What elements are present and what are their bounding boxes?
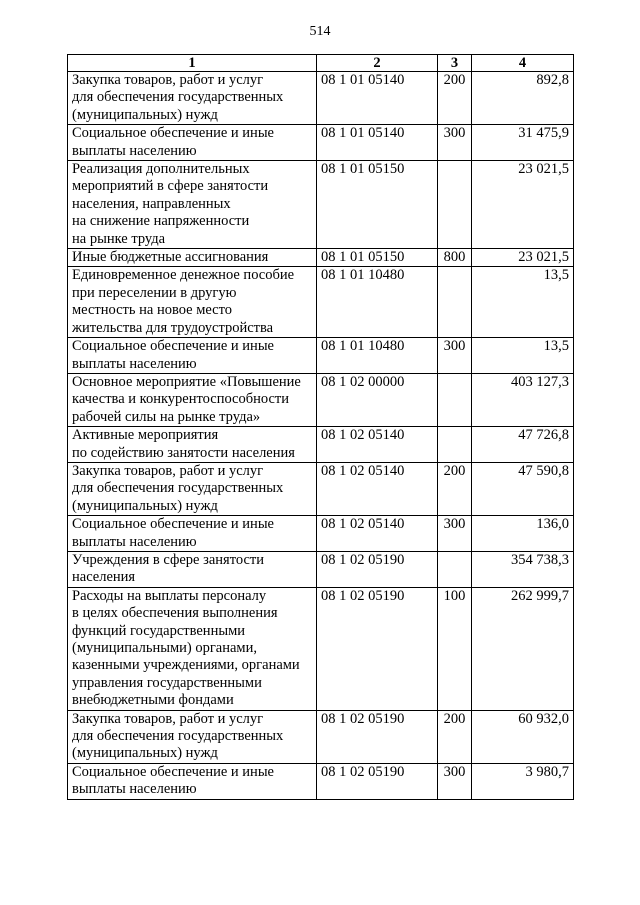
table-row: [68, 427, 574, 463]
table-body: [68, 72, 574, 800]
row-code-cell: 08 1 01 05140: [317, 125, 438, 161]
row-amount-cell: 3 980,7: [472, 763, 574, 799]
row-name-cell: Закупка товаров, работ и услуг для обеспечения государственных (муниципальных) нужд: [68, 710, 317, 763]
table-row: [68, 249, 574, 267]
header-row: [68, 55, 574, 72]
page-number: 514: [309, 24, 331, 39]
row-code-cell: 08 1 02 00000: [317, 373, 438, 426]
table-row: [68, 587, 574, 710]
budget-table: [67, 54, 574, 800]
row-amount-cell: 13,5: [472, 267, 574, 338]
row-code-cell: 08 1 02 05190: [317, 551, 438, 587]
row-code-cell: 08 1 02 05140: [317, 462, 438, 515]
table-row: [68, 72, 574, 125]
row-name-cell: Социальное обеспечение и иные выплаты населению: [68, 763, 317, 799]
row-amount-cell: 23 021,5: [472, 161, 574, 249]
table-header: [68, 55, 574, 72]
row-code-cell: 08 1 01 05140: [317, 72, 438, 125]
header-col-1: 1: [68, 55, 317, 72]
row-amount-cell: 23 021,5: [472, 249, 574, 267]
row-expense-type-cell: 800: [438, 249, 472, 267]
row-expense-type-cell: 200: [438, 710, 472, 763]
row-name-cell: Иные бюджетные ассигнования: [68, 249, 317, 267]
table-row: [68, 267, 574, 338]
row-code-cell: 08 1 02 05190: [317, 587, 438, 710]
row-code-cell: 08 1 02 05190: [317, 710, 438, 763]
row-expense-type-cell: 300: [438, 338, 472, 374]
row-name-cell: Социальное обеспечение и иные выплаты населению: [68, 125, 317, 161]
row-amount-cell: 136,0: [472, 516, 574, 552]
row-name-cell: Социальное обеспечение и иные выплаты населению: [68, 516, 317, 552]
row-amount-cell: 13,5: [472, 338, 574, 374]
row-expense-type-cell: 100: [438, 587, 472, 710]
row-amount-cell: 60 932,0: [472, 710, 574, 763]
table-row: [68, 161, 574, 249]
table-row: [68, 373, 574, 426]
table-row: [68, 516, 574, 552]
header-col-2: 2: [317, 55, 438, 72]
row-expense-type-cell: 200: [438, 462, 472, 515]
row-amount-cell: 354 738,3: [472, 551, 574, 587]
row-amount-cell: 47 726,8: [472, 427, 574, 463]
row-name-cell: Единовременное денежное пособие при переселении в другую местность на новое место жительства для трудоустройства: [68, 267, 317, 338]
row-name-cell: Социальное обеспечение и иные выплаты населению: [68, 338, 317, 374]
row-amount-cell: 47 590,8: [472, 462, 574, 515]
row-amount-cell: 892,8: [472, 72, 574, 125]
row-code-cell: 08 1 02 05140: [317, 427, 438, 463]
table-row: [68, 338, 574, 374]
row-code-cell: 08 1 01 10480: [317, 338, 438, 374]
row-expense-type-cell: 300: [438, 763, 472, 799]
row-amount-cell: 31 475,9: [472, 125, 574, 161]
row-expense-type-cell: [438, 427, 472, 463]
row-expense-type-cell: [438, 373, 472, 426]
row-name-cell: Реализация дополнительных мероприятий в сфере занятости населения, направленных на снижение напряженности на рынке труда: [68, 161, 317, 249]
row-expense-type-cell: [438, 551, 472, 587]
row-code-cell: 08 1 01 10480: [317, 267, 438, 338]
table-row: [68, 710, 574, 763]
row-expense-type-cell: [438, 267, 472, 338]
row-code-cell: 08 1 02 05190: [317, 763, 438, 799]
row-expense-type-cell: 200: [438, 72, 472, 125]
row-expense-type-cell: 300: [438, 125, 472, 161]
row-name-cell: Закупка товаров, работ и услуг для обеспечения государственных (муниципальных) нужд: [68, 72, 317, 125]
row-name-cell: Закупка товаров, работ и услуг для обеспечения государственных (муниципальных) нужд: [68, 462, 317, 515]
row-name-cell: Учреждения в сфере занятости населения: [68, 551, 317, 587]
row-name-cell: Основное мероприятие «Повышение качества и конкурентоспособности рабочей силы на рынке труда»: [68, 373, 317, 426]
header-col-3: 3: [438, 55, 472, 72]
row-expense-type-cell: 300: [438, 516, 472, 552]
table-row: [68, 551, 574, 587]
table-row: [68, 763, 574, 799]
table-row: [68, 462, 574, 515]
row-code-cell: 08 1 01 05150: [317, 249, 438, 267]
row-name-cell: Расходы на выплаты персоналу в целях обеспечения выполнения функций государственными (муниципальными) органами, казенными учреждениями, органами управления государственными внебюджетными фондами: [68, 587, 317, 710]
row-amount-cell: 403 127,3: [472, 373, 574, 426]
row-amount-cell: 262 999,7: [472, 587, 574, 710]
table-row: [68, 125, 574, 161]
row-expense-type-cell: [438, 161, 472, 249]
row-name-cell: Активные мероприятия по содействию занятости населения: [68, 427, 317, 463]
header-col-4: 4: [472, 55, 574, 72]
row-code-cell: 08 1 02 05140: [317, 516, 438, 552]
row-code-cell: 08 1 01 05150: [317, 161, 438, 249]
